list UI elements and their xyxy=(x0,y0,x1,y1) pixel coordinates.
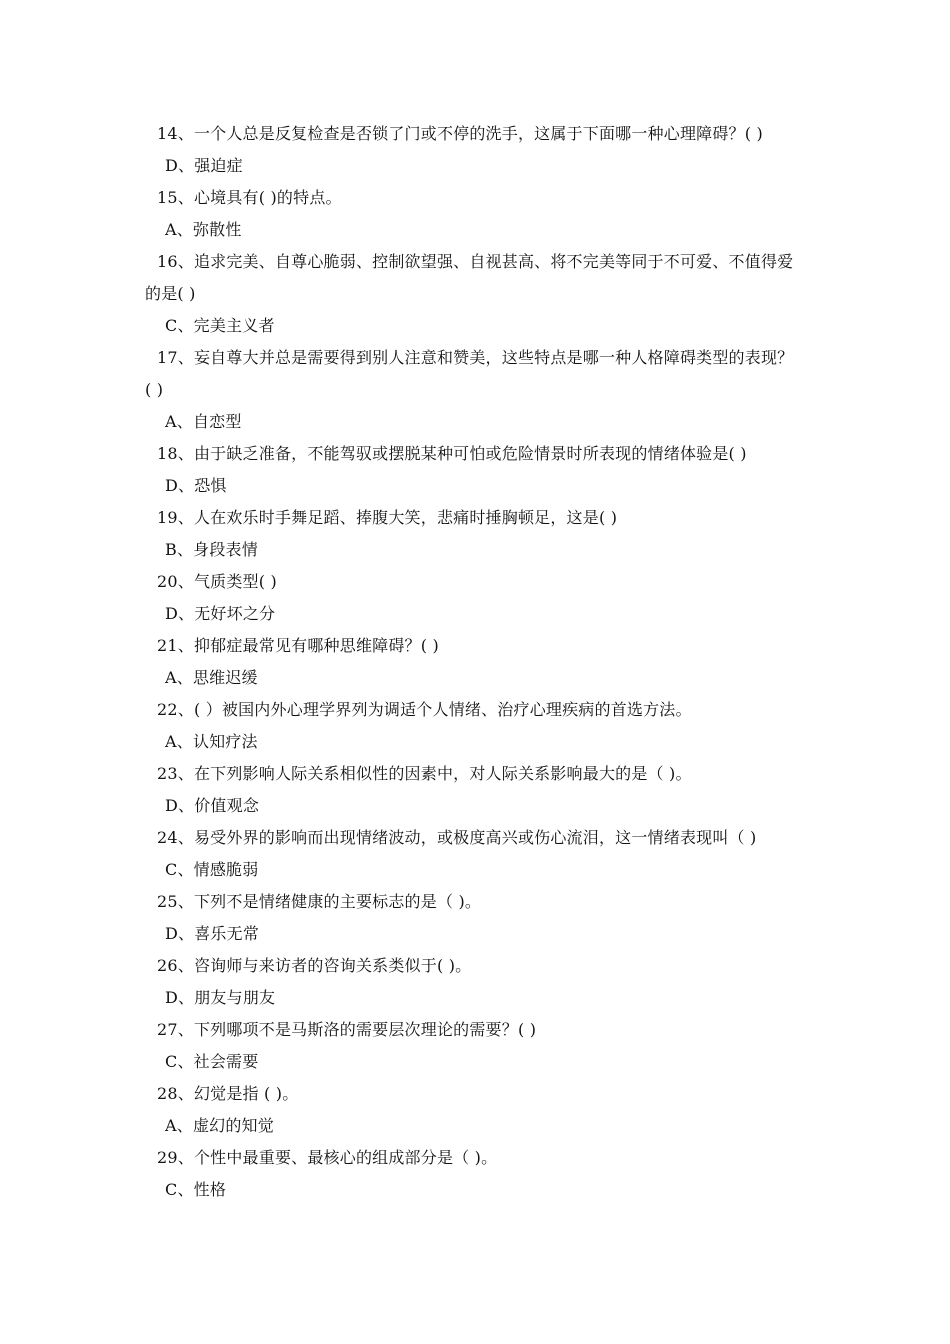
question-26: 26、咨询师与来访者的咨询关系类似于( )。 xyxy=(157,956,472,975)
question-16-line2: 的是( ) xyxy=(145,284,196,303)
answer-23: D、价值观念 xyxy=(165,796,260,815)
answer-26: D、朋友与朋友 xyxy=(165,988,276,1007)
answer-18: D、恐惧 xyxy=(165,476,227,495)
answer-21: A、思维迟缓 xyxy=(165,668,258,687)
answer-19: B、身段表情 xyxy=(165,540,258,559)
question-25: 25、下列不是情绪健康的主要标志的是（ )。 xyxy=(157,892,482,911)
question-29: 29、个性中最重要、最核心的组成部分是（ )。 xyxy=(157,1148,498,1167)
question-24: 24、易受外界的影响而出现情绪波动，或极度高兴或伤心流泪，这一情绪表现叫（ ) xyxy=(157,828,757,847)
answer-25: D、喜乐无常 xyxy=(165,924,260,943)
question-16-line1: 16、追求完美、自尊心脆弱、控制欲望强、自视甚高、将不完美等同于不可爱、不值得爱 xyxy=(157,252,794,271)
answer-17: A、自恋型 xyxy=(165,412,242,431)
answer-20: D、无好坏之分 xyxy=(165,604,276,623)
answer-16: C、完美主义者 xyxy=(165,316,275,335)
answer-14: D、强迫症 xyxy=(165,156,243,175)
answer-15: A、弥散性 xyxy=(165,220,242,239)
question-18: 18、由于缺乏准备，不能驾驭或摆脱某种可怕或危险情景时所表现的情绪体验是( ) xyxy=(157,444,747,463)
answer-28: A、虚幻的知觉 xyxy=(165,1116,274,1135)
question-20: 20、气质类型( ) xyxy=(157,572,277,591)
question-22: 22、( ）被国内外心理学界列为调适个人情绪、治疗心理疾病的首选方法。 xyxy=(157,700,692,719)
answer-22: A、认知疗法 xyxy=(165,732,258,751)
question-15: 15、心境具有( )的特点。 xyxy=(157,188,342,207)
answer-24: C、情感脆弱 xyxy=(165,860,259,879)
question-23: 23、在下列影响人际关系相似性的因素中，对人际关系影响最大的是（ )。 xyxy=(157,764,692,783)
answer-29: C、性格 xyxy=(165,1180,227,1199)
question-16 xyxy=(0,246,950,310)
question-21: 21、抑郁症最常见有哪种思维障碍？( ) xyxy=(157,636,439,655)
answer-27: C、社会需要 xyxy=(165,1052,259,1071)
question-27: 27、下列哪项不是马斯洛的需要层次理论的需要？( ) xyxy=(157,1020,537,1039)
question-17 xyxy=(0,342,950,406)
question-17-line2: ( ) xyxy=(145,380,164,399)
question-14: 14、一个人总是反复检查是否锁了门或不停的洗手，这属于下面哪一种心理障碍？( ) xyxy=(157,124,763,143)
question-28: 28、幻觉是指 ( )。 xyxy=(157,1084,299,1103)
question-17-line1: 17、妄自尊大并总是需要得到别人注意和赞美，这些特点是哪一种人格障碍类型的表现？ xyxy=(157,348,794,367)
question-19: 19、人在欢乐时手舞足蹈、捧腹大笑，悲痛时捶胸顿足，这是( ) xyxy=(157,508,618,527)
document-page xyxy=(0,118,950,1206)
